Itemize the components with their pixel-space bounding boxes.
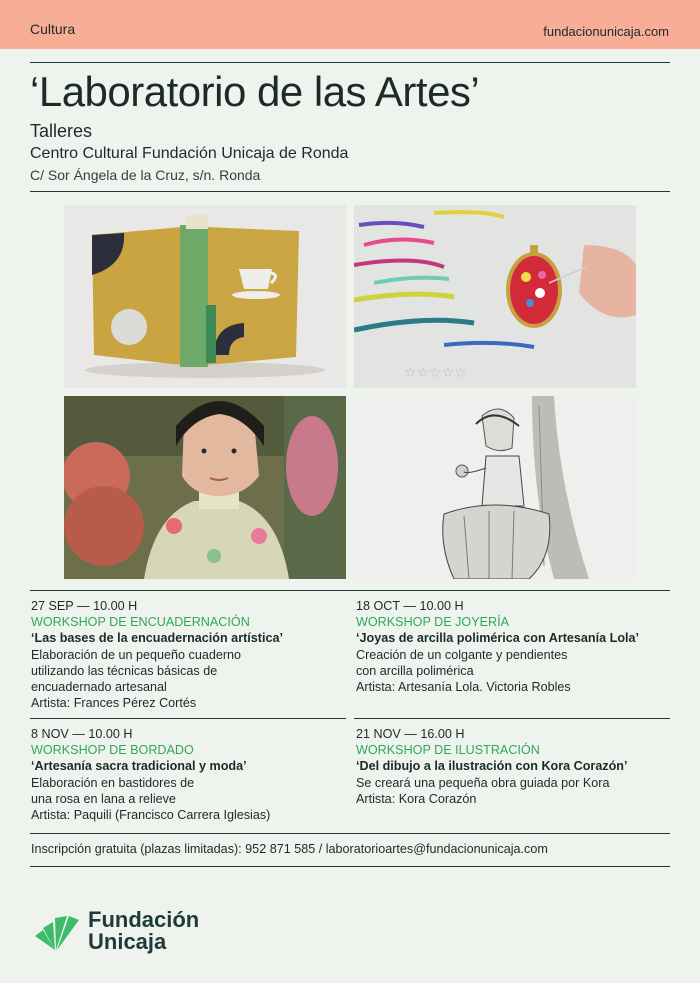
event-name: ‘Artesanía sacra tradicional y moda’ — [31, 759, 247, 774]
event-date: 18 OCT — 10.00 H — [356, 599, 464, 613]
event-card — [356, 598, 656, 695]
fan-logo-icon — [33, 908, 81, 957]
divider — [30, 833, 670, 834]
event-type: WORKSHOP DE ENCUADERNACIÓN — [31, 615, 250, 630]
event-date: 21 NOV — 16.00 H — [356, 727, 465, 741]
divider — [30, 718, 346, 719]
jewelry-photo — [354, 205, 636, 388]
logo-line-2: Unicaja — [88, 929, 167, 954]
section-label: Cultura — [30, 21, 76, 37]
event-date: 8 NOV — 10.00 H — [31, 727, 133, 741]
event-type: WORKSHOP DE ILUSTRACIÓN — [356, 743, 540, 758]
divider — [354, 718, 670, 719]
event-description: Elaboración en bastidores de — [31, 775, 195, 790]
website-link[interactable]: fundacionunicaja.com — [543, 24, 669, 39]
event-type: WORKSHOP DE BORDADO — [31, 743, 194, 758]
embroidery-photo — [64, 396, 346, 579]
event-artist: Artista: Frances Pérez Cortés — [31, 696, 197, 711]
event-description: con arcilla polimérica — [356, 663, 474, 678]
logo-wordmark — [88, 909, 199, 953]
event-type: WORKSHOP DE JOYERÍA — [356, 615, 510, 630]
event-description: encuadernado artesanal — [31, 680, 167, 695]
event-name: ‘Del dibujo a la ilustración con Kora Corazón’ — [356, 759, 628, 774]
event-date: 27 SEP — 10.00 H — [31, 599, 138, 613]
event-description: Se creará una pequeña obra guiada por Kora — [356, 775, 610, 790]
logo-line-1: Fundación — [88, 907, 200, 932]
event-card — [31, 726, 331, 823]
divider — [30, 191, 670, 192]
event-description: utilizando las técnicas básicas de — [31, 663, 218, 678]
event-description: Creación de un colgante y pendientes — [356, 647, 568, 662]
event-name: ‘Las bases de la encuadernación artística’ — [31, 631, 283, 646]
event-description: Elaboración de un pequeño cuaderno — [31, 647, 242, 662]
event-artist: Artista: Paquili (Francisco Carrera Iglesias) — [31, 808, 271, 823]
divider — [30, 866, 670, 867]
address: C/ Sor Ángela de la Cruz, s/n. Ronda — [30, 167, 261, 183]
registration-info: Inscripción gratuita (plazas limitadas): 952 871 585 / laboratorioartes@fundacionunicaja.com — [31, 842, 548, 856]
event-description: una rosa en lana a relieve — [31, 791, 176, 806]
venue: Centro Cultural Fundación Unicaja de Ronda — [30, 145, 349, 162]
svg-text:☆☆☆☆☆: ☆☆☆☆☆ — [404, 365, 467, 381]
subtitle: Talleres — [30, 121, 93, 141]
event-card — [31, 598, 331, 711]
event-name: ‘Joyas de arcilla polimérica con Artesanía Lola’ — [356, 631, 640, 646]
event-artist: Artista: Artesanía Lola. Victoria Robles — [356, 680, 571, 695]
event-artist: Artista: Kora Corazón — [356, 791, 477, 806]
top-bar — [0, 0, 700, 49]
divider — [30, 590, 670, 591]
event-card — [356, 726, 656, 807]
page-title: ‘Laboratorio de las Artes’ — [30, 68, 480, 115]
illustration-photo — [354, 396, 636, 579]
divider — [30, 62, 670, 63]
bookbinding-photo — [64, 205, 346, 388]
